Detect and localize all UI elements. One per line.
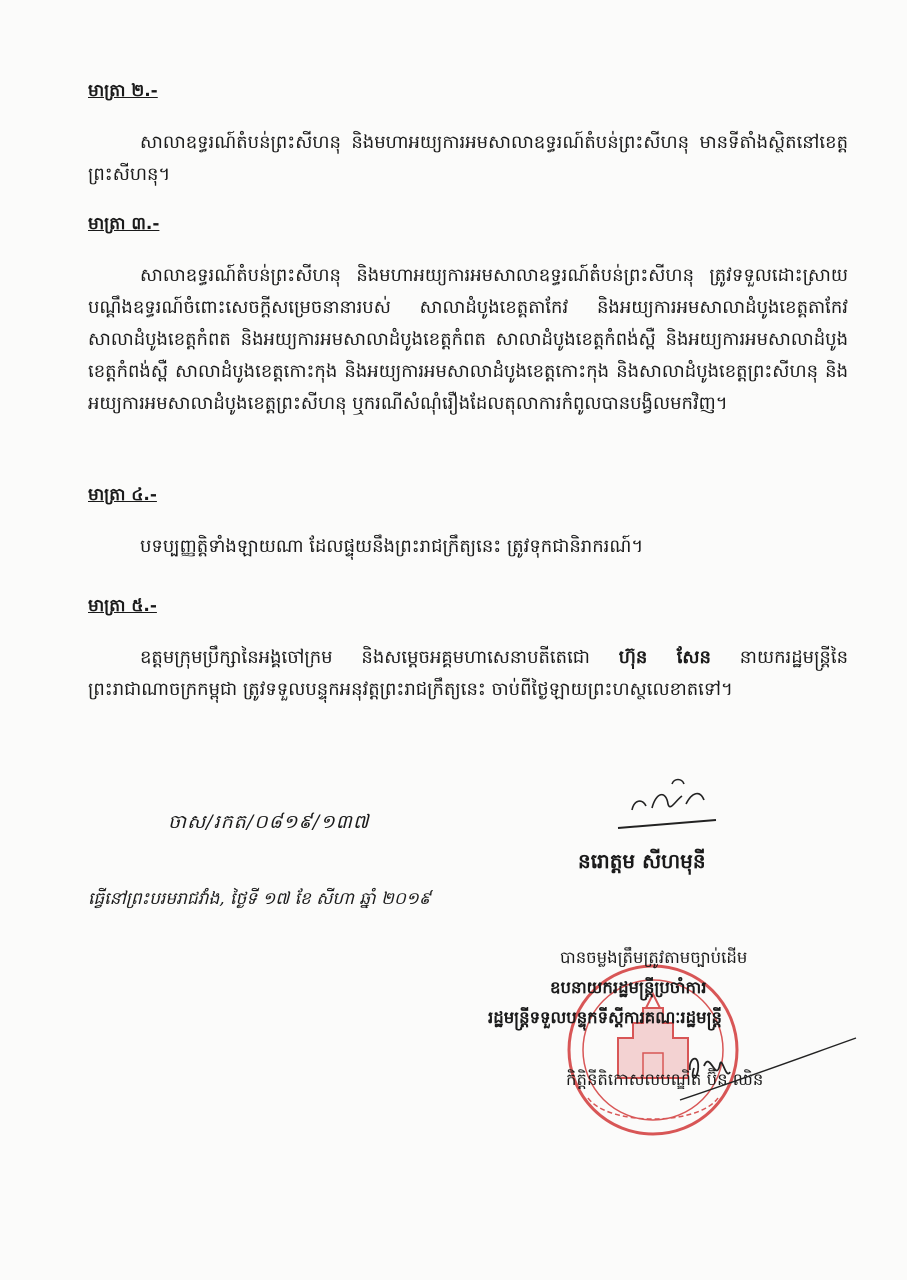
royal-signature: [612, 770, 722, 832]
article-2: [88, 80, 848, 191]
article-heading: មាត្រា ៤.-: [88, 485, 157, 505]
article-heading: មាត្រា ៥.-: [88, 596, 157, 616]
article-body: បទប្បញ្ញត្តិទាំងឡាយណា ដែលផ្ទុយនឹងព្រះរាជក្រឹត្យនេះ ត្រូវទុកជានិរាករណ៍។: [140, 536, 644, 557]
king-name: នរោត្តម សីហមុនី: [578, 849, 706, 873]
article-3: [88, 213, 848, 420]
article-body: សាលាឧទ្ធរណ៍តំបន់ព្រះសីហនុ និងមហាអយ្យការអមសាលាឧទ្ធរណ៍តំបន់ព្រះសីហនុ មានទីតាំងស្ថិតនៅខេត្តព្រះសីហនុ។: [88, 132, 848, 185]
certifier-name: កិត្តិនីតិកោសលបណ្ឌិត ប៊ិន ឈិន: [566, 1070, 764, 1089]
certification-title: រដ្ឋមន្ត្រីទទួលបន្ទុកទីស្ដីការគណៈរដ្ឋមន្ត្រី: [488, 1008, 723, 1027]
article-body-start: ឧត្ដមក្រុមប្រឹក្សានៃអង្គចៅក្រម និងសម្ដេចអគ្គមហាសេនាបតីតេជោ: [140, 647, 619, 668]
article-heading: មាត្រា ៣.-: [88, 214, 160, 234]
article-5: [88, 595, 848, 706]
registration-number: ចាស/រកត/០៨១៩/១៣៧: [168, 811, 370, 833]
minister-signature: [660, 1030, 860, 1110]
certification-line: បានចម្លងត្រឹមត្រូវតាមច្បាប់ដើម: [560, 948, 748, 967]
article-body: [88, 642, 848, 706]
place-and-date: ធ្វើនៅព្រះបរមរាជវាំង, ថ្ងៃទី ១៧ ខែ សីហា ឆ្នាំ ២០១៩: [88, 889, 431, 909]
certification-title: ឧបនាយករដ្ឋមន្ត្រីប្រចាំការ: [550, 978, 707, 997]
article-body-end: នាយករដ្ឋមន្ត្រីនៃព្រះរាជាណាចក្រកម្ពុជា ត្រូវទទួលបន្ទុកអនុវត្តព្រះរាជក្រឹត្យនេះ ចាប់ពីថ្ងៃឡាយព្រះហស្ថលេខាតទៅ។: [88, 647, 848, 700]
royal-signature-text: នរោត្ដមសីហមុនី: [620, 770, 627, 771]
article-4: [88, 484, 848, 563]
article-body: សាលាឧទ្ធរណ៍តំបន់ព្រះសីហនុ និងមហាអយ្យការអមសាលាឧទ្ធរណ៍តំបន់ព្រះសីហនុ ត្រូវទទួលដោះស្រាយបណ្ដឹងឧទ្ធរណ៍ចំពោះសេចក្ដីសម្រេចនានារបស់ សាលាដំបូងខេត្តតាកែវ និងអយ្យការអមសាលាដំបូងខេត្តតាកែវ សាលាដំបូងខេត្តកំពត និងអយ្យការអមសាលាដំបូងខេត្តកំពត សាលាដំបូងខេត្តកំពង់ស្ពឺ និងអយ្យការអមសាលាដំបូងខេត្តកំពង់ស្ពឺ សាលាដំបូងខេត្តកោះកុង និងអយ្យការអមសាលាដំបូងខេត្តកោះកុង និងសាលាដំបូងខេត្តព្រះសីហនុ និងអយ្យការអមសាលាដំបូងខេត្តព្រះសីហនុ ឬករណីសំណុំរឿងដែលតុលាការកំពូលបានបង្វិលមកវិញ។: [88, 265, 848, 414]
article-heading: មាត្រា ២.-: [88, 81, 158, 101]
prime-minister-name: ហ៊ុន សែន: [618, 647, 711, 668]
